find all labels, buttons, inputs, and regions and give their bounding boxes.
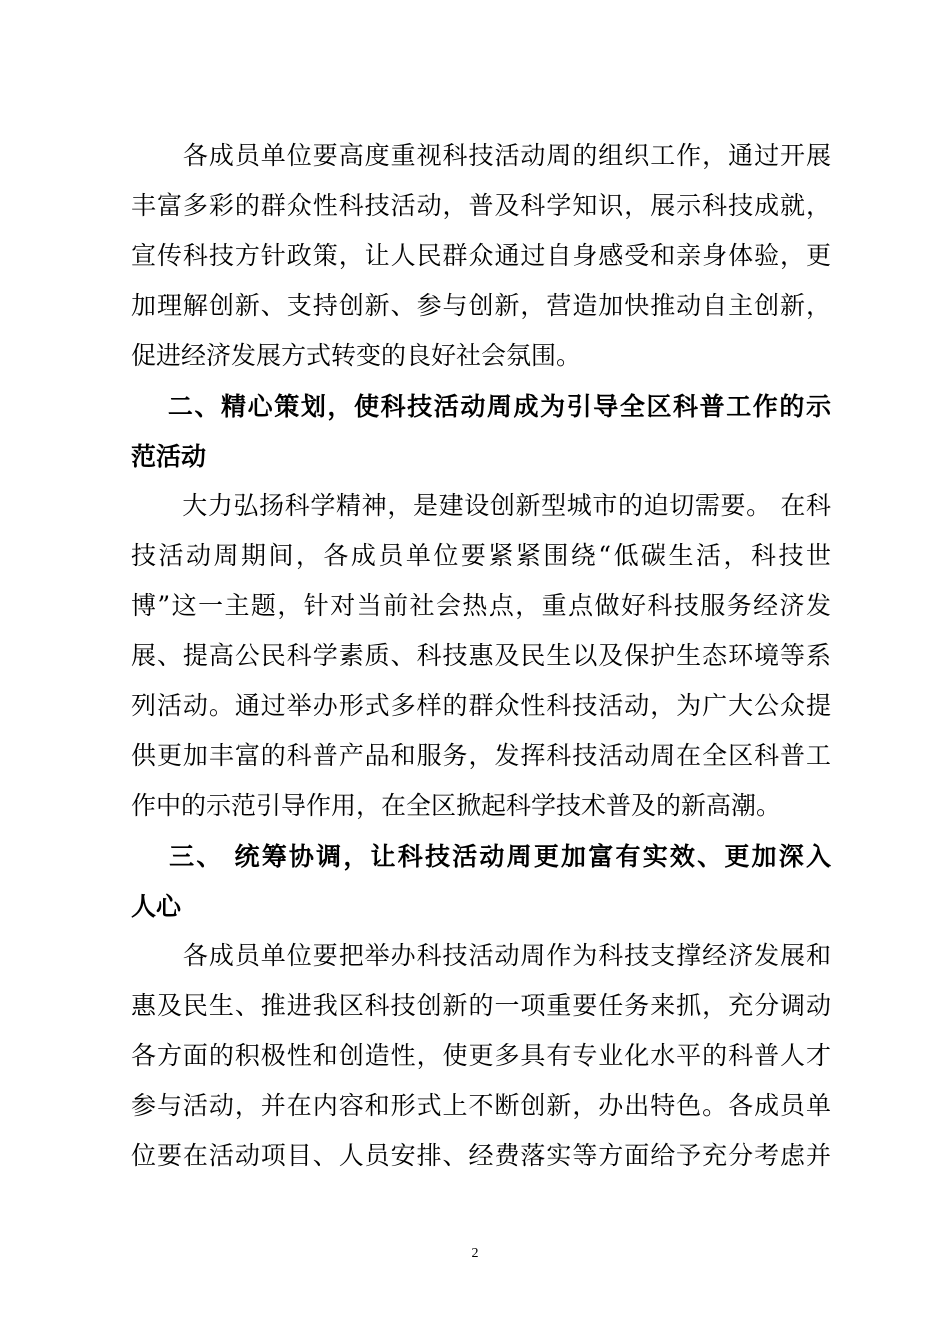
text-line: 宣传科技方针政策，让人民群众通过自身感受和亲身体验，更 — [131, 241, 831, 270]
text-line: 惠及民生、推进我区科技创新的一项重要任务来抓，充分调动 — [131, 991, 831, 1020]
text-line: 各成员单位要把举办科技活动周作为科技支撑经济发展和 — [131, 941, 831, 970]
text-line: 位要在活动项目、人员安排、经费落实等方面给予充分考虑并 — [131, 1141, 831, 1170]
text-line: 供更加丰富的科普产品和服务，发挥科技活动周在全区科普工 — [131, 741, 831, 770]
text-line: 参与活动，并在内容和形式上不断创新，办出特色。各成员单 — [131, 1091, 831, 1120]
text-line: 大力弘扬科学精神，是建设创新型城市的迫切需要。 在科 — [131, 491, 831, 520]
heading-line: 人心 — [131, 892, 182, 921]
text-line: 各方面的积极性和创造性，使更多具有专业化水平的科普人才 — [131, 1041, 831, 1070]
text-line: 加理解创新、支持创新、参与创新，营造加快推动自主创新， — [131, 291, 831, 320]
text-line: 技活动周期间，各成员单位要紧紧围绕“低碳生活，科技世 — [131, 541, 831, 570]
text-line: 丰富多彩的群众性科技活动，普及科学知识，展示科技成就， — [131, 191, 831, 220]
heading-line: 范活动 — [131, 442, 207, 471]
text-line: 展、提高公民科学素质、科技惠及民生以及保护生态环境等系 — [131, 641, 831, 670]
heading-line: 三、 统筹协调，让科技活动周更加富有实效、更加深入 — [131, 842, 831, 871]
text-line: 博”这一主题，针对当前社会热点，重点做好科技服务经济发 — [131, 591, 831, 620]
page-number: 2 — [471, 1246, 479, 1261]
text-line: 促进经济发展方式转变的良好社会氛围。 — [131, 341, 582, 370]
heading-line: 二、精心策划，使科技活动周成为引导全区科普工作的示 — [131, 392, 831, 421]
text-line: 各成员单位要高度重视科技活动周的组织工作，通过开展 — [131, 141, 831, 170]
text-line: 列活动。通过举办形式多样的群众性科技活动，为广大公众提 — [131, 691, 831, 720]
text-line: 作中的示范引导作用，在全区掀起科学技术普及的新高潮。 — [131, 791, 782, 820]
